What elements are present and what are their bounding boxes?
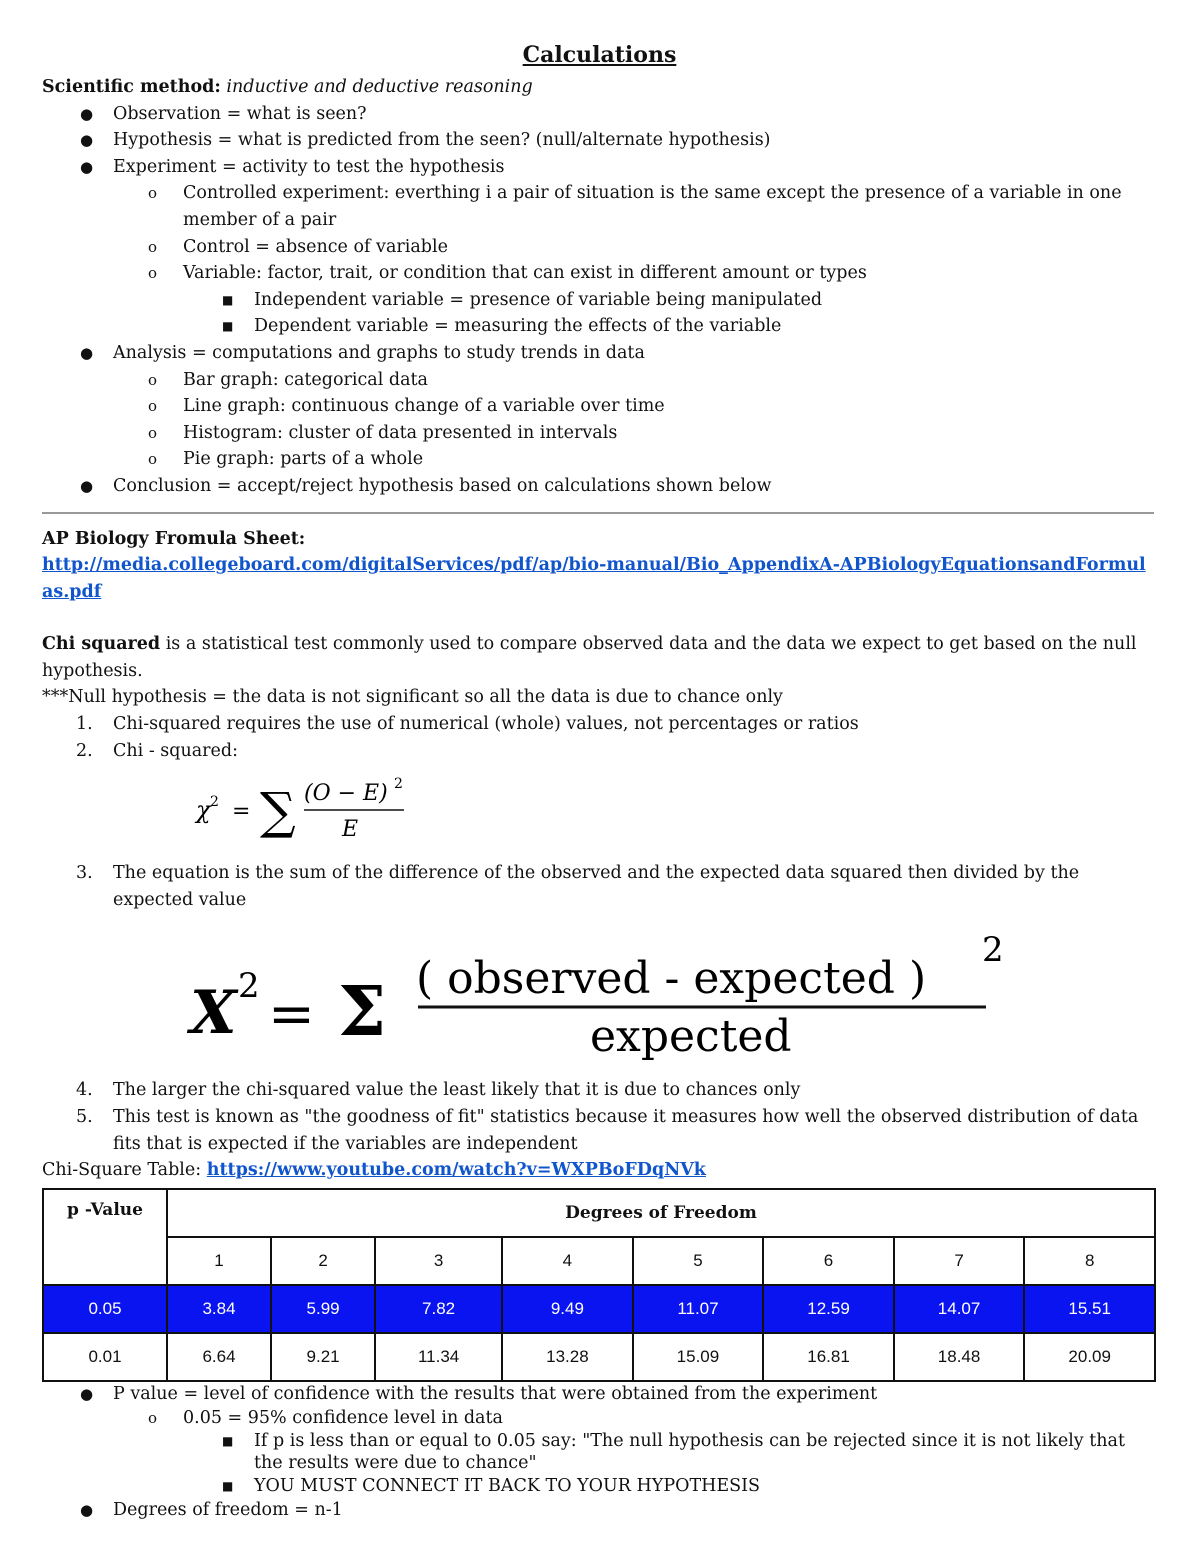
list-item <box>42 234 1157 261</box>
spacer <box>42 605 1157 631</box>
formula-large-numerator: ( observed - expected ) <box>416 953 927 1005</box>
df-cell: 4 <box>502 1237 633 1285</box>
table-cell: 3.84 <box>167 1285 271 1333</box>
degrees-of-freedom-header: Degrees of Freedom <box>167 1189 1155 1237</box>
list-item <box>42 180 1157 233</box>
formula-large-chi: X <box>190 978 237 1049</box>
numbered-item <box>42 738 1157 765</box>
bullet-icon: ● <box>80 131 94 150</box>
list-item <box>42 1382 1157 1406</box>
formula-numerator-exp: 2 <box>394 776 403 793</box>
numbered-item <box>42 711 1157 738</box>
formula-sigma: ∑ <box>260 782 296 841</box>
table-row <box>43 1333 1155 1381</box>
item-number: 3. <box>76 863 93 884</box>
df-cell: 6 <box>763 1237 894 1285</box>
bullet-icon: ● <box>80 104 94 123</box>
formula-chi-exp: 2 <box>210 794 219 811</box>
document-page <box>42 40 1157 1522</box>
df-cell: 5 <box>633 1237 764 1285</box>
table-cell: 11.34 <box>375 1333 502 1381</box>
list-item-text: Bar graph: categorical data <box>183 369 428 390</box>
table-cell: 9.49 <box>502 1285 633 1333</box>
table-row-highlighted <box>43 1285 1155 1333</box>
item-number: 1. <box>76 714 93 735</box>
table-cell: 15.51 <box>1024 1285 1155 1333</box>
list-item-text: Line graph: continuous change of a variable over time <box>183 396 665 417</box>
page-title: Calculations <box>522 42 677 68</box>
formula-sheet-link[interactable]: http://media.collegeboard.com/digitalServices/pdf/ap/bio-manual/Bio_AppendixA-APBiologyEquationsandFormulas.pdf <box>42 555 1146 602</box>
circle-bullet-icon: o <box>148 264 158 283</box>
scientific-method-heading <box>42 74 1157 101</box>
list-item-text: 0.05 = 95% confidence level in data <box>183 1407 503 1428</box>
chi-intro <box>42 631 1157 684</box>
table-cell: 12.59 <box>763 1285 894 1333</box>
circle-bullet-icon: o <box>148 370 158 389</box>
table-cell: 11.07 <box>633 1285 764 1333</box>
list-item <box>42 473 1157 500</box>
table-cell: 13.28 <box>502 1333 633 1381</box>
list-item-text: Pie graph: parts of a whole <box>183 449 424 470</box>
scientific-method-label: Scientific method: <box>42 77 221 97</box>
list-item-text: If p is less than or equal to 0.05 say: "The null hypothesis can be rejected since it is not likely that the results were due to chance" <box>254 1430 1126 1473</box>
square-bullet-icon: ■ <box>222 292 234 307</box>
list-item <box>42 127 1157 154</box>
bullet-icon: ● <box>80 1500 94 1519</box>
p-value-header: p -Value <box>43 1189 167 1285</box>
circle-bullet-icon: o <box>148 397 158 416</box>
table-header-row <box>43 1189 1155 1237</box>
square-bullet-icon: ■ <box>222 1433 234 1448</box>
numbered-item-text: Chi-squared requires the use of numerical (whole) values, not percentages or ratios <box>113 714 859 735</box>
list-item <box>42 393 1157 420</box>
numbered-item-text: Chi - squared: <box>113 740 239 761</box>
youtube-link[interactable]: https://www.youtube.com/watch?v=WXPBoFDqNVk <box>206 1160 706 1181</box>
table-caption <box>42 1157 1157 1184</box>
numbered-item-text: The larger the chi-squared value the least likely that it is due to chances only <box>113 1080 801 1101</box>
bullet-icon: ● <box>80 476 94 495</box>
horizontal-divider <box>42 512 1154 514</box>
df-cell: 7 <box>894 1237 1025 1285</box>
list-item-text: Analysis = computations and graphs to study trends in data <box>113 342 645 363</box>
numbered-item <box>42 1077 1157 1104</box>
list-item <box>42 313 1157 340</box>
numbered-item <box>42 860 1157 913</box>
list-item-text: P value = level of confidence with the results that were obtained from the experiment <box>113 1383 878 1404</box>
list-item-text: Dependent variable = measuring the effects of the variable <box>254 316 782 337</box>
df-cell: 8 <box>1024 1237 1155 1285</box>
bullet-icon: ● <box>80 1384 94 1403</box>
list-item-text: Hypothesis = what is predicted from the seen? (null/alternate hypothesis) <box>113 130 771 151</box>
table-cell: 16.81 <box>763 1333 894 1381</box>
list-item-text: Degrees of freedom = n-1 <box>113 1499 343 1520</box>
list-item <box>42 101 1157 128</box>
formula-svg <box>42 770 462 842</box>
list-item-text: Variable: factor, trait, or condition that can exist in different amount or types <box>183 263 867 284</box>
table-cell: 14.07 <box>894 1285 1025 1333</box>
list-item-text: Conclusion = accept/reject hypothesis based on calculations shown below <box>113 475 772 496</box>
p-value-cell: 0.01 <box>43 1333 167 1381</box>
item-number: 2. <box>76 740 93 761</box>
list-item <box>42 1406 1157 1430</box>
bullet-icon: ● <box>80 157 94 176</box>
circle-bullet-icon: o <box>148 450 158 469</box>
numbered-item-text: The equation is the sum of the difference of the observed and the expected data squared then divided by the expected value <box>113 863 1080 910</box>
bullet-icon: ● <box>80 343 94 362</box>
df-cell: 2 <box>271 1237 375 1285</box>
list-item-text: Control = absence of variable <box>183 236 448 257</box>
list-item-text: Independent variable = presence of variable being manipulated <box>254 289 823 310</box>
formula-sheet-label: AP Biology Fromula Sheet: <box>42 528 306 549</box>
list-item <box>42 367 1157 394</box>
table-cell: 6.64 <box>167 1333 271 1381</box>
chi-squared-formula-small <box>42 770 1157 842</box>
formula-large-chi-exp: 2 <box>238 966 260 1007</box>
chi-term: Chi squared <box>42 634 161 655</box>
list-item <box>42 1474 1157 1498</box>
list-item <box>42 340 1157 367</box>
circle-bullet-icon: o <box>148 1408 158 1427</box>
list-item-text: Histogram: cluster of data presented in intervals <box>183 422 618 443</box>
square-bullet-icon: ■ <box>222 319 234 334</box>
formula-equals: = <box>232 799 251 825</box>
circle-bullet-icon: o <box>148 423 158 442</box>
list-item <box>42 420 1157 447</box>
item-number: 5. <box>76 1107 93 1128</box>
list-item-text: Controlled experiment: everthing i a pair of situation is the same except the presence of a variable in one member of a pair <box>183 183 1122 230</box>
formula-numerator: (O − E) <box>304 781 388 807</box>
numbered-item <box>42 1104 1157 1157</box>
null-hypothesis-note: ***Null hypothesis = the data is not significant so all the data is due to chance only <box>42 687 783 708</box>
circle-bullet-icon: o <box>148 237 158 256</box>
table-cell: 18.48 <box>894 1333 1025 1381</box>
list-item-text: Observation = what is seen? <box>113 103 367 124</box>
list-item <box>42 154 1157 181</box>
item-number: 4. <box>76 1080 93 1101</box>
df-cell: 1 <box>167 1237 271 1285</box>
chi-square-table <box>42 1188 1156 1382</box>
square-bullet-icon: ■ <box>222 1478 234 1493</box>
list-item <box>42 446 1157 473</box>
formula-denominator: E <box>342 817 359 843</box>
table-cell: 5.99 <box>271 1285 375 1333</box>
formula-sheet-link-wrapper <box>42 552 1157 605</box>
table-cell: 9.21 <box>271 1333 375 1381</box>
list-item-text: Experiment = activity to test the hypothesis <box>113 156 505 177</box>
list-item <box>42 1498 1157 1522</box>
list-item <box>42 260 1157 287</box>
scientific-method-subtitle: inductive and deductive reasoning <box>226 77 533 97</box>
list-item-text: YOU MUST CONNECT IT BACK TO YOUR HYPOTHESIS <box>254 1475 761 1496</box>
chi-intro-text: is a statistical test commonly used to compare observed data and the data we expect to get based on the null hypothesis. <box>42 634 1137 681</box>
table-cell: 15.09 <box>633 1333 764 1381</box>
chi-squared-formula-large <box>42 921 1157 1071</box>
formula-large-denominator: expected <box>590 1011 792 1063</box>
table-cell: 7.82 <box>375 1285 502 1333</box>
circle-bullet-icon: o <box>148 184 158 203</box>
formula-large-equals: = <box>268 982 315 1048</box>
formula-chi: χ <box>196 796 211 825</box>
table-cell: 20.09 <box>1024 1333 1155 1381</box>
list-item <box>42 1430 1157 1474</box>
list-item <box>42 287 1157 314</box>
numbered-item-text: This test is known as "the goodness of fit" statistics because it measures how well the observed distribution of data fits that is expected if the variables are independent <box>113 1107 1139 1154</box>
df-cell: 3 <box>375 1237 502 1285</box>
formula-large-numerator-exp: 2 <box>982 930 1004 971</box>
p-value-cell: 0.05 <box>43 1285 167 1333</box>
formula-large-svg <box>42 921 1042 1071</box>
formula-large-sigma: Σ <box>338 972 387 1053</box>
df-row <box>43 1237 1155 1285</box>
table-caption-label: Chi-Square Table: <box>42 1160 202 1181</box>
